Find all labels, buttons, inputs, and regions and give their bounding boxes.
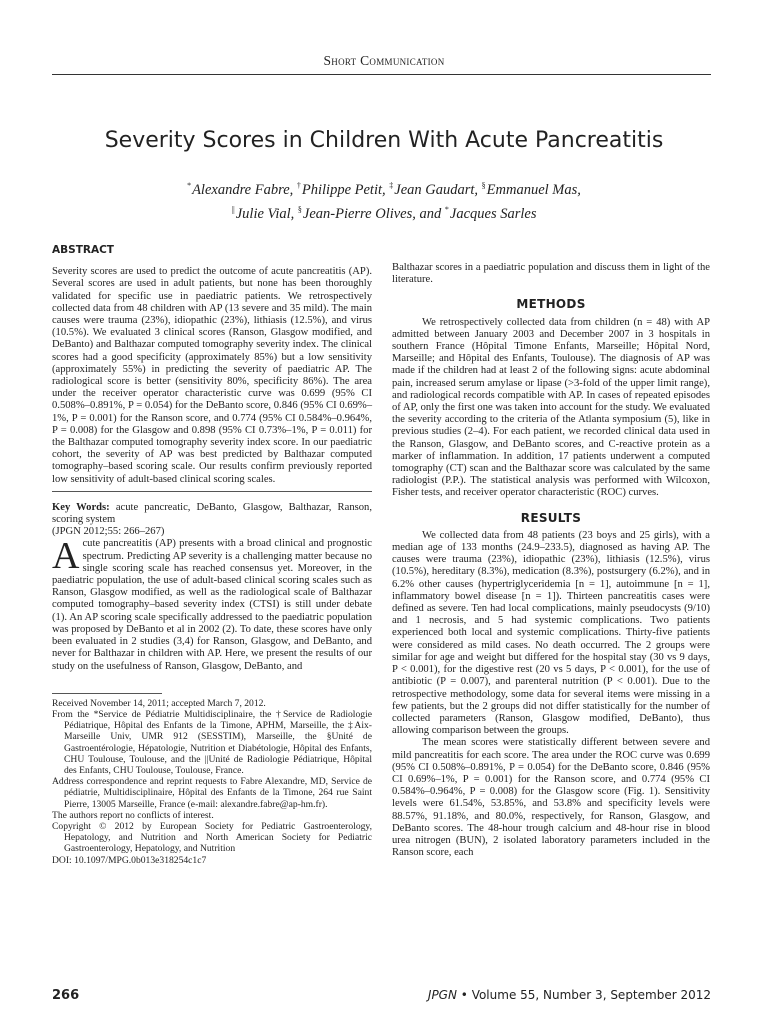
keywords-label: Key Words:	[52, 501, 110, 513]
footnote-rule	[52, 693, 162, 694]
affiliation-mark: *	[444, 204, 449, 214]
affiliation-mark: ‡	[389, 181, 394, 190]
footnotes	[52, 698, 372, 866]
page-number: 266	[52, 988, 80, 1003]
affiliation-mark: §	[481, 181, 486, 190]
author-line-2	[0, 200, 768, 224]
author-name: Jean-Pierre Olives, and	[302, 205, 442, 222]
intro-text: cute pancreatitis (AP) presents with a broad clinical and prognostic spectrum. Predicting AP severity is a challenging matter because no single scoring scale has reached consensus yet. Moreover, in the paediatric population, the use of adult-based clinical scoring scales such as Ranson, Glasgow modified, as well as the radiological scale of Balthazar computed tomography–based severity index (CTSI) is still under debate (1). An AP scoring scale specifically addressed to the paediatric population was proposed by DeBanto et al in 2002 (2). To date, these scores have only been evaluated in 2 studies (3,4) for Ranson, Glasgow, and DeBanto, and never for Balthazar in children with AP. Here, we present the results of our study on the usefulness of Ranson, Glasgow, DeBanto, and	[52, 538, 372, 672]
doi-note: DOI: 10.1097/MPG.0b013e318254c1c7	[52, 854, 207, 866]
methods-text: We retrospectively collected data from children (n = 48) with AP admitted between January 2003 and December 2007 in 3 hospitals in southern France (Hôpital Timone Enfants, Marseille; Hôpital Nord, Marseille; and Hôpital des Enfants, Toulouse). The diagnosis of AP was made if the children had at least 2 of the following signs: acute abdominal pain, increased serum amylase or lipase (>3-fold of the upper limit range), and radiological records compatible with AP. In cases of repeated episodes of AP, only the first one was taken into account for the study. We evaluated the severity according to the criteria of the Atlanta symposium (5), like in previous studies (2–4). For each patient, we recorded clinical data used in the Ranson, Glasgow, and DeBanto scores, and C-reactive protein as a marker of inflammation. In addition, 17 patients underwent a computed tomography (CT) scan and the Balthazar score was calculated by the same radiologist (P.P.). The statistical analysis was performed with Wilcoxon, Fisher tests, and receiver operator characteristic (ROC) curves.	[392, 316, 710, 499]
author-name: Philippe Petit,	[301, 181, 386, 198]
journal-volume: • Volume 55, Number 3, September 2012	[460, 988, 711, 1002]
left-column	[52, 244, 372, 866]
journal-footer	[428, 988, 711, 1002]
methods-heading: METHODS	[516, 297, 586, 312]
affiliation-mark: §	[297, 204, 302, 214]
intro-paragraph	[52, 535, 372, 672]
section-kicker: Short Communication	[323, 53, 445, 68]
affiliation-mark: ||	[231, 204, 235, 214]
drop-cap: A	[52, 535, 80, 578]
author-list	[0, 176, 768, 224]
conflicts-note: The authors report no conflicts of interest.	[52, 809, 214, 821]
author-name: Emmanuel Mas,	[486, 181, 581, 198]
author-name: Jean Gaudart,	[394, 181, 479, 198]
abstract-text: Severity scores are used to predict the outcome of acute pancreatitis (AP). Several scores are used in adult patients, but none has been thoroughly validated for specific use in paediatric patients. We retrospectively collected data from 48 children with AP (13 severe and 35 mild). The main causes were trauma (23%), idiopathic (23%), lithiasis (12.5%), and virus (10.5%). We evaluated 3 clinical scores (Ranson, Glasgow modified, and DeBanto) and Balthazar computed tomography severity index. The clinical scores had a good specificity (approximately 85%) but a low sensitivity (approximately 55%) in predicting the severity of paediatric AP. The radiological score is better (sensitivity 80%, specificity 86%). The area under the receiver operator characteristic curve was 0.699 (95% CI 0.508%–0.891%, P = 0.054) for the DeBanto score, 0.846 (95% CI 0.69%–1%, P = 0.001) for the Ranson score, and 0.774 (95% CI 0.584%–0.964%, P = 0.008) for the Glasgow and 0.898 (95% CI 0.73%–1%, P = 0.011) for the Balthazar computed tomography severity index score. In our paediatric cohort, the severity of AP was best predicted by Balthazar computed tomography–based scoring scale. Our results confirm previously reported low sensitivity of adult-based clinical scoring scales.	[52, 266, 372, 485]
intro-continuation: Balthazar scores in a paediatric population and discuss them in light of the literature.	[392, 262, 710, 286]
affiliation-mark: *	[187, 181, 192, 190]
affiliation-mark: †	[296, 181, 301, 190]
author-name: Julie Vial,	[235, 205, 295, 222]
header-rule	[52, 74, 711, 75]
affiliations-note: From the *Service de Pédiatrie Multidisciplinaire, the †Service de Radiologie Pédiatrique, Hôpital des Enfants de la Timone, APHM, Marseille, the ‡Aix-Marseille Univ, UMR 912 (SESSTIM), Marseille, the §Unité de Gastroentérologie, Hépatologie, Nutrition et Diabétologie, Hôpital des Enfants, CHU Toulouse, Toulouse, and the ||Unité de Radiologie Pédiatrique, Hôpital des Enfants, CHU Toulouse, Toulouse, France.	[52, 708, 372, 776]
author-name: Alexandre Fabre,	[192, 181, 294, 198]
results-heading: RESULTS	[520, 510, 582, 525]
keywords	[52, 502, 372, 526]
abstract-block	[52, 244, 372, 492]
citation-line: (JPGN 2012;55: 266–267)	[52, 526, 165, 538]
journal-name: JPGN	[427, 988, 457, 1002]
abstract-heading: ABSTRACT	[52, 244, 114, 256]
author-line-1	[0, 176, 768, 200]
author-name: Jacques Sarles	[449, 205, 537, 222]
article-title: Severity Scores in Children With Acute Pancreatitis	[104, 128, 664, 153]
results-paragraph-2: The mean scores were statistically different between severe and mild pancreatitis for each score. The area under the ROC curve was 0.699 (95% CI 0.508%–0.891%, P = 0.054) for the DeBanto score, 0.846 (95% CI 0.69%–1%, P = 0.001) for the Ranson score, and 0.774 (95% CI 0.584%–0.964%, P = 0.008) for the Glasgow score (Fig. 1). Sensitivity levels were 61.54%, 53.85%, and 53.8% and specificity levels were 88.57%, 91.18%, and 80.0%, respectively, for Ranson, Glasgow, and DeBanto scores. The 48-hour trough calcium and 48-hour rise in blood urea nitrogen (BUN), 2 isolated laboratory parameters included in the Ranson score, each	[392, 737, 710, 859]
received-note: Received November 14, 2011; accepted March 7, 2012.	[52, 697, 266, 709]
results-paragraph-1: We collected data from 48 patients (23 boys and 25 girls), with a median age of 133 months (24.9–233.5), diagnosed as having AP. The causes were trauma (23%), idiopathic (23%), lithiasis (12.5%), virus (10.5%), hereditary (8.3%), medication (8.3%), postsurgery (6.2%), and in 6.2% other causes (hypertriglyceridemia [n = 1], autoimmune [n = 1], inflammatory bowel disease [n = 1]). Thirteen pancreatitis cases were defined as severe. Ten had local complications, mainly pseudocysts (9/10) and 1 necrosis, and 5 had systemic complications. Two patients experienced both local and systemic complications. Thirty-five patients were considered as mild cases. No death occurred. The 2 groups were similar for age and weight but differed for the hospital stay (30 vs 9 days, P < 0.001), for the digestive rest (20 vs 5 days, P < 0.001), for the use of antibiotic (P = 0.007), and parenteral nutrition (P < 0.001). Due to the retrospective methodology, some data for several items were missing in a few patients, but the 2 groups did not differ statistically for the number of collected parameters (Ranson, Glasgow modified, DeBanto), thus allowing comparison between the groups.	[392, 529, 710, 737]
address-note: Address correspondence and reprint requests to Fabre Alexandre, MD, Service de pédiatrie, Multidisciplinaire, Hôpital des Enfants de la Timone, 264 rue Saint Pierre, 13005 Marseille, France (e-mail: alexandre.fabre@ap-hm.fr).	[52, 776, 372, 810]
keywords-text: acute pancreatic, DeBanto, Glasgow, Balthazar, Ranson, scoring system	[52, 501, 372, 526]
copyright-note: Copyright © 2012 by European Society for Pediatric Gastroenterology, Hepatology, and Nutrition and North American Society for Pediatric Gastroenterology, Hepatology, and Nutrition	[52, 820, 372, 855]
right-column	[392, 262, 710, 859]
